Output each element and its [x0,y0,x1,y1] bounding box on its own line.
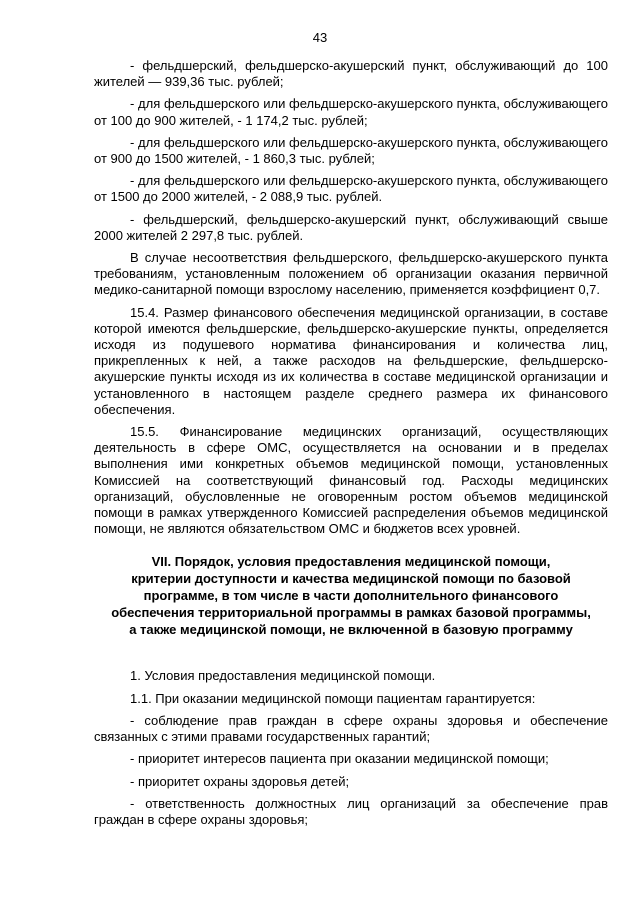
paragraph: - фельдшерский, фельдшерско-акушерский пункт, обслуживающий до 100 жителей — 939,36 тыс. рублей; [94,58,608,90]
section-heading [94,553,608,638]
paragraph: - приоритет охраны здоровья детей; [130,773,350,789]
paragraph: 15.4. Размер финансового обеспечения медицинской организации, в составе которой имеются фельдшерские, фельдшерско-акушерские пункты, определяется исходя из подушевого норматива финансирования и количества лиц, прикрепленных к ней, а также расходов на фельдшерские, фельдшерско-акушерские пункты исходя из их количества в составе медицинской организации и установленного в настоящем разделе среднего размера их финансового обеспечения. [94,304,608,417]
page-number: 43 [312,30,328,45]
heading-line: а также медицинской помощи, не включенной в базовую программу [129,622,573,638]
paragraph: 1.1. При оказании медицинской помощи пациентам гарантируется: [130,690,536,706]
heading-line: программе, в том числе в части дополнительного финансового [143,588,559,604]
paragraph: - фельдшерский, фельдшерско-акушерский пункт, обслуживающий свыше 2000 жителей 2 297,8 тыс. рублей. [94,211,608,243]
heading-line: VII. Порядок, условия предоставления медицинской помощи, [151,554,551,570]
paragraph: - для фельдшерского или фельдшерско-акушерского пункта, обслуживающего от 900 до 1500 жителей, - 1 860,3 тыс. рублей; [94,134,608,167]
paragraph: В случае несоответствия фельдшерского, фельдшерско-акушерского пункта требованиям, установленным положением об организации оказания первичной медико-санитарной помощи взрослому населению, применяется коэффициент 0,7. [94,250,608,298]
paragraph: 15.5. Финансирование медицинских организаций, осуществляющих деятельность в сфере ОМС, осуществляется на основании и в пределах выполнения ими конкретных объемов медицинской помощи, установленных Комиссией на соответствующий финансовый год. Расходы медицинских организаций, обусловленные не оговоренным ростом объемов медицинской помощи в рамках утвержденного Комиссией распределения объемов медицинской помощи, не являются обязательством ОМС и бюджетов всех уровней. [94,424,608,537]
paragraph: - для фельдшерского или фельдшерско-акушерского пункта, обслуживающего от 100 до 900 жителей, - 1 174,2 тыс. рублей; [94,96,608,128]
paragraph: - соблюдение прав граждан в сфере охраны здоровья и обеспечение связанных с этими правами государственных гарантий; [94,712,608,745]
document-body [94,58,608,834]
heading-line: обеспечения территориальной программы в рамках базовой программы, [111,605,591,621]
heading-line: критерии доступности и качества медицинской помощи по базовой [131,571,571,587]
paragraph: - ответственность должностных лиц организаций за обеспечение прав граждан в сфере охраны здоровья; [94,795,608,827]
paragraph: - для фельдшерского или фельдшерско-акушерского пункта, обслуживающего от 1500 до 2000 жителей, - 2 088,9 тыс. рублей. [94,173,608,205]
paragraph: - приоритет интересов пациента при оказании медицинской помощи; [130,751,549,767]
paragraph: 1. Условия предоставления медицинской помощи. [130,668,436,684]
